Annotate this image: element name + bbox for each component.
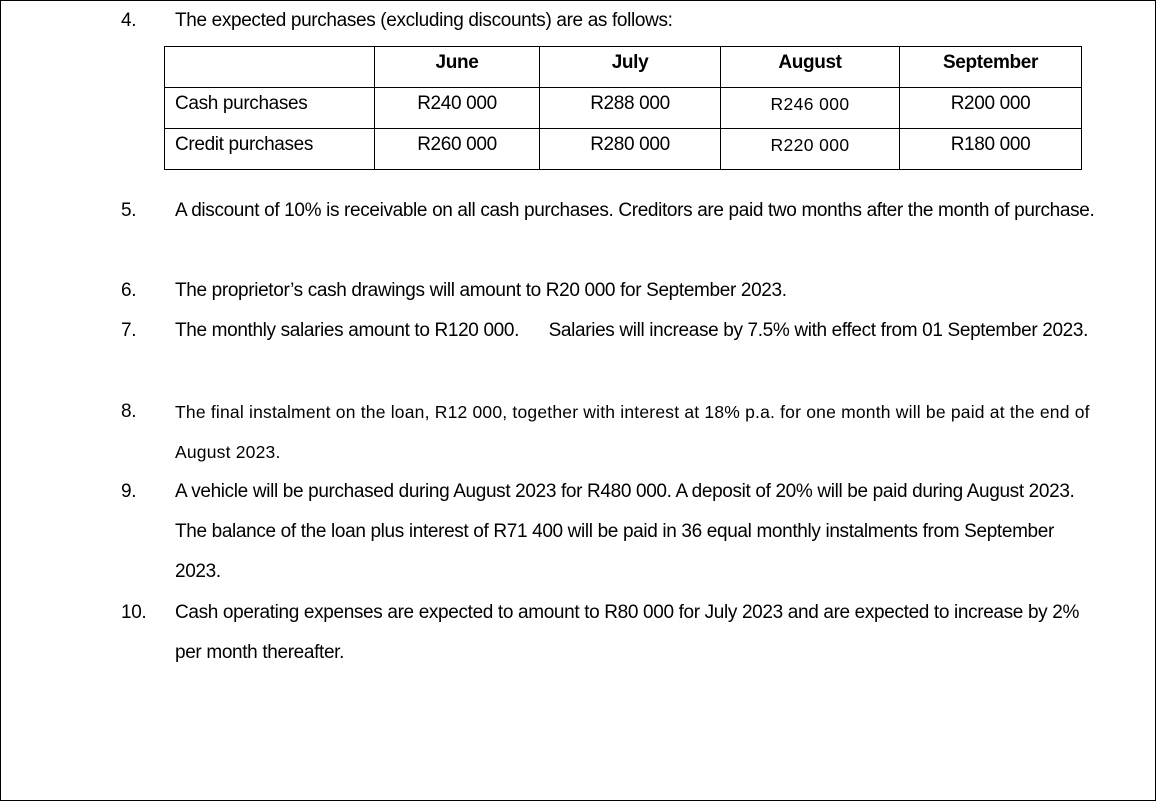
table-header-june: June xyxy=(375,47,540,88)
table-header-september: September xyxy=(900,47,1082,88)
table-cell: R220 000 xyxy=(721,129,900,170)
item-text: A vehicle will be purchased during August 2023 for R480 000. A deposit of 20% will be paid during August 2023. The balance of the loan plus interest of R71 400 will be paid in 36 equal monthly instalments from September 2023. xyxy=(175,481,1075,582)
row-label: Credit purchases xyxy=(165,129,375,170)
list-item-5 xyxy=(121,191,1095,231)
purchases-table-wrapper xyxy=(164,46,1082,170)
table-cell: R200 000 xyxy=(900,88,1082,129)
row-label: Cash purchases xyxy=(165,88,375,129)
item-number: 8. xyxy=(121,401,137,422)
item-text: Cash operating expenses are expected to amount to R80 000 for July 2023 and are expected to increase by 2% per month thereafter. xyxy=(175,602,1080,663)
item-number: 6. xyxy=(121,280,137,301)
table-cell: R246 000 xyxy=(721,88,900,129)
list-item-4 xyxy=(121,1,1095,41)
table-row xyxy=(165,129,1082,170)
table-header-empty xyxy=(165,47,375,88)
list-item-9 xyxy=(121,472,1095,592)
item-number: 7. xyxy=(121,320,137,341)
table-row xyxy=(165,88,1082,129)
item-text: The expected purchases (excluding discounts) are as follows: xyxy=(175,10,673,31)
table-header-august: August xyxy=(721,47,900,88)
item-text: The proprietor’s cash drawings will amount to R20 000 for September 2023. xyxy=(175,280,787,301)
item-number: 5. xyxy=(121,200,137,221)
item-number: 4. xyxy=(121,10,137,31)
table-cell: R180 000 xyxy=(900,129,1082,170)
purchases-table xyxy=(164,46,1082,170)
table-header-row xyxy=(165,47,1082,88)
table-header-july: July xyxy=(540,47,721,88)
item-number: 9. xyxy=(121,481,137,502)
list-item-7 xyxy=(121,311,1095,351)
table-cell: R240 000 xyxy=(375,88,540,129)
item-text: The final instalment on the loan, R12 000, together with interest at 18% p.a. for one month will be paid at the end of August 2023. xyxy=(175,402,1090,462)
table-cell: R280 000 xyxy=(540,129,721,170)
item-number: 10. xyxy=(121,602,147,623)
table-cell: R260 000 xyxy=(375,129,540,170)
list-item-8 xyxy=(121,392,1095,472)
list-item-6 xyxy=(121,271,1095,311)
list-item-10 xyxy=(121,593,1095,673)
table-cell: R288 000 xyxy=(540,88,721,129)
item-text: A discount of 10% is receivable on all cash purchases. Creditors are paid two months after the month of purchase. xyxy=(175,200,1095,221)
item-text: The monthly salaries amount to R120 000. Salaries will increase by 7.5% with effect from 01 September 2023. xyxy=(175,320,1089,341)
